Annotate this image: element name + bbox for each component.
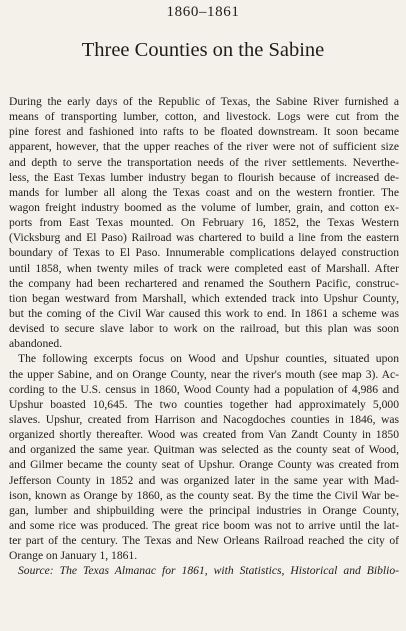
- text-line: and depth to serve the transportation needs of the river settlements. Neverthe-: [9, 155, 399, 169]
- text-line: Orange on January 1, 1861.: [9, 549, 138, 563]
- text-line: slaves. Upshur, created from Harrison and Nacogdoches counties in 1846, was: [9, 412, 399, 426]
- text-line: cording to the U.S. census in 1860, Wood County had a population of 4,986 and: [9, 382, 399, 396]
- text-line: less, the East Texas lumber industry began to flourish because of increased de-: [9, 170, 399, 184]
- text-line: the company had been rechartered and renamed the Southern Pacific, construc-: [9, 276, 399, 290]
- text-line: ports from East Texas mounted. On February 16, 1852, the Texas Western: [9, 216, 399, 230]
- paragraph-1: [9, 94, 399, 351]
- text-line: ison, known as Orange by 1860, as the county seat. By the time the Civil War be-: [9, 488, 399, 502]
- text-line: tion began westward from Marshall, which extended track into Upshur County,: [9, 291, 399, 305]
- text-line: (Vicksburg and El Paso) Railroad was chartered to build a line from the eastern: [9, 231, 399, 245]
- source-label: Source:: [18, 564, 54, 578]
- text-line: During the early days of the Republic of Texas, the Sabine River furnished a: [9, 95, 399, 108]
- text-line: and Gilmer became the county seat of Upshur. Orange County was created from: [9, 458, 399, 472]
- text-line: and organized the same year. Quitman was selected as the county seat of Wood,: [9, 443, 399, 457]
- text-line: boundary of Texas to El Paso. Innumerable complications delayed construction: [9, 246, 399, 260]
- text-line: wagon freight industry boomed as the volume of lumber, grain, and cotton ex-: [9, 200, 399, 214]
- paragraph-2: [9, 351, 399, 563]
- text-line: and some rice was produced. The great rice boom was not to arrive until the lat-: [9, 518, 399, 532]
- text-line: organized shortly thereafter. Wood was created from Van Zandt County in 1850: [9, 428, 399, 442]
- source-citation: [9, 563, 399, 578]
- text-line: devised to secure slave labor to work on the railroad, but this plan was soon: [9, 322, 399, 336]
- text-line: until 1858, when twenty miles of track were completed east of Marshall. After: [9, 261, 399, 275]
- body-text: [9, 94, 399, 579]
- text-line: means of transporting lumber, cotton, and livestock. Logs were cut from the: [9, 110, 399, 124]
- text-line: ter part of the century. The Texas and New Orleans Railroad reached the city of: [9, 534, 399, 548]
- text-line: mands for lumber all along the Texas coast and on the western frontier. The: [9, 185, 399, 199]
- running-header-years: 1860–1861: [166, 4, 240, 20]
- text-line: but the coming of the Civil War caused this work to end. In 1861 a scheme was: [9, 306, 399, 320]
- text-line: the upper Sabine, and on Orange County, near the river's mouth (see map 3). Ac-: [9, 367, 399, 381]
- text-line: gan, lumber and shipbuilding were the principal industries in Orange County,: [9, 503, 399, 517]
- text-line: apparent, however, that the upper reaches of the river were not of sufficient size: [9, 140, 399, 154]
- source-text: The Texas Almanac for 1861, with Statistics, Historical and Biblio-: [59, 564, 399, 578]
- chapter-title: Three Counties on the Sabine: [81, 39, 325, 61]
- text-line: abandoned.: [9, 337, 63, 351]
- text-line: The following excerpts focus on Wood and Upshur counties, situated upon: [18, 352, 399, 366]
- text-line: pine forest and fashioned into rafts to be floated downstream. It soon became: [9, 125, 399, 139]
- text-line: Jefferson County in 1852 and was organized later in the same year with Mad-: [9, 473, 399, 487]
- text-line: Upshur boasted 10,645. The two counties together had approximately 5,000: [9, 397, 399, 411]
